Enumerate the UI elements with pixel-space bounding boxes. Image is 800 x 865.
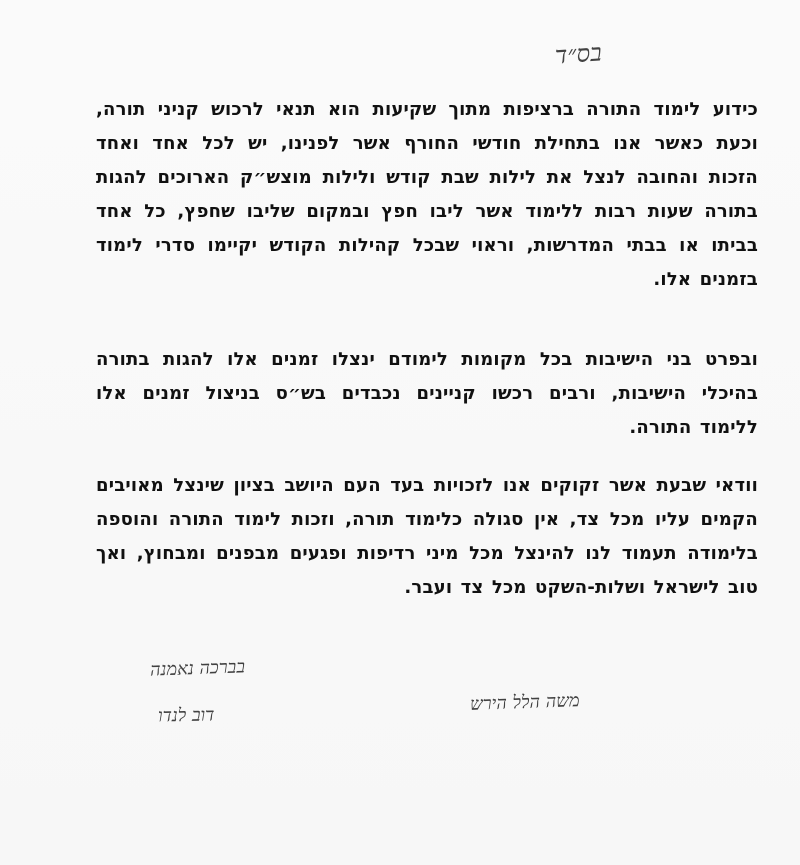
paragraph-3: וודאי שבעת אשר זקוקים אנו לזכויות בעד העם היושב בציון שינצל מאויבים הקמים עליו מכל צד, אין סגולה כלימוד תורה, וזכות לימוד התורה והוספה בלימודה תעמוד לנו להינצל מכל מיני רדיפות ופגעים מבפנים ומבחוץ, ואך טוב לישראל ושלות-השקט מכל צד ועבר.: [96, 475, 758, 598]
closing-handwriting: בברכה נאמנה: [149, 656, 246, 681]
paragraph-2: ובפרט בני הישיבות בכל מקומות לימודם ינצלו זמנים אלו להגות בתורה בהיכלי הישיבות, ורבים רכשו קניינים נכבדים בש״ס בניצול זמנים אלו ללימוד התורה.: [96, 349, 758, 438]
paragraph-1: כידוע לימוד התורה ברציפות מתוך שקיעות הוא תנאי לרכוש קניני תורה, וכעת כאשר אנו בתחילת חודשי החורף אשר לפנינו, יש לכל אחד ואחד הזכות והחובה לנצל את לילות שבת קודש ולילות מוצש״ק הארוכים להגות בתורה שעות רבות ללימוד אשר ליבו חפץ ובמקום שליבו שחפץ, כל אחד בביתו או בבתי המדרשות, וראוי שבכל קהילות הקודש יקיימו סדרי לימוד בזמנים אלו.: [96, 99, 758, 290]
signature-left: דוב לנדו: [157, 704, 215, 727]
signature-right: משה הלל הירש: [469, 690, 580, 715]
handwritten-header: בס״ד: [554, 38, 603, 70]
